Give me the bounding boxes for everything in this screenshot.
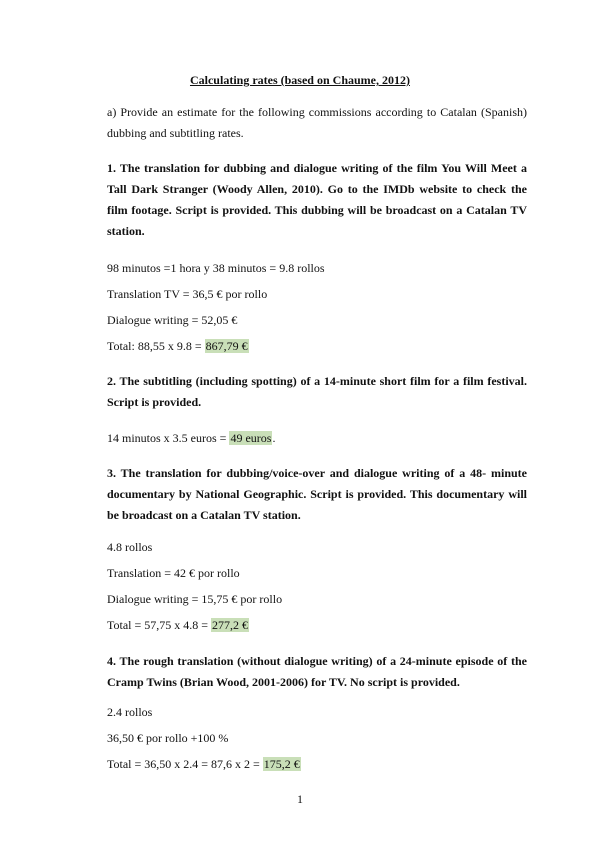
q3-total-prefix: Total = 57,75 x 4.8 = — [107, 618, 212, 632]
q1-line-minutes: 98 minutos =1 hora y 38 minutos = 9.8 rollos — [107, 261, 325, 275]
question-3-heading: 3. The translation for dubbing/voice-over and dialogue writing of a 48- minute documentary by National Geographic. Script is provided. This documentary will be broadcast on a Catalan TV station. — [107, 466, 527, 522]
q1-line-total — [107, 339, 249, 354]
intro-paragraph: a) Provide an estimate for the following commissions according to Catalan (Spanish) dubbing and subtitling rates. — [107, 105, 527, 140]
question-1-heading: 1. The translation for dubbing and dialogue writing of the film You Will Meet a Tall Dark Stranger (Woody Allen, 2010). Go to the IMDb website to check the film footage. Script is provided. This dubbing will be broadcast on a Catalan TV station. — [107, 161, 527, 238]
q1-total-prefix: Total: 88,55 x 9.8 = — [107, 339, 205, 353]
q2-total-suffix: . — [272, 431, 276, 445]
q3-line-dialogue: Dialogue writing = 15,75 € por rollo — [107, 592, 283, 606]
question-4-heading: 4. The rough translation (without dialogue writing) of a 24-minute episode of the Cramp Twins (Brian Wood, 2001-2006) for TV. No script is provided. — [107, 654, 527, 689]
q4-line-rate: 36,50 € por rollo +100 % — [107, 731, 229, 745]
question-2-heading: 2. The subtitling (including spotting) of a 14-minute short film for a film festival. Script is provided. — [107, 374, 527, 409]
q4-line-rolls: 2.4 rollos — [107, 705, 153, 719]
q3-line-translation: Translation = 42 € por rollo — [107, 566, 240, 580]
q3-total-result: 277,2 € — [212, 618, 249, 632]
q4-total-prefix: Total = 36,50 x 2.4 = 87,6 x 2 = — [107, 757, 263, 771]
q2-line-total — [107, 431, 275, 446]
q2-total-result: 49 euros — [230, 431, 272, 445]
document-title: Calculating rates (based on Chaume, 2012) — [189, 73, 410, 87]
q3-line-total — [107, 618, 249, 633]
q4-line-total — [107, 757, 301, 772]
q2-total-prefix: 14 minutos x 3.5 euros = — [107, 431, 230, 445]
q1-total-result: 867,79 € — [205, 339, 248, 353]
q3-line-rolls: 4.8 rollos — [107, 540, 153, 554]
page-number: 1 — [297, 792, 303, 806]
q1-line-dialogue: Dialogue writing = 52,05 € — [107, 313, 238, 327]
q1-line-translation: Translation TV = 36,5 € por rollo — [107, 287, 268, 301]
q4-total-result: 175,2 € — [263, 757, 300, 771]
